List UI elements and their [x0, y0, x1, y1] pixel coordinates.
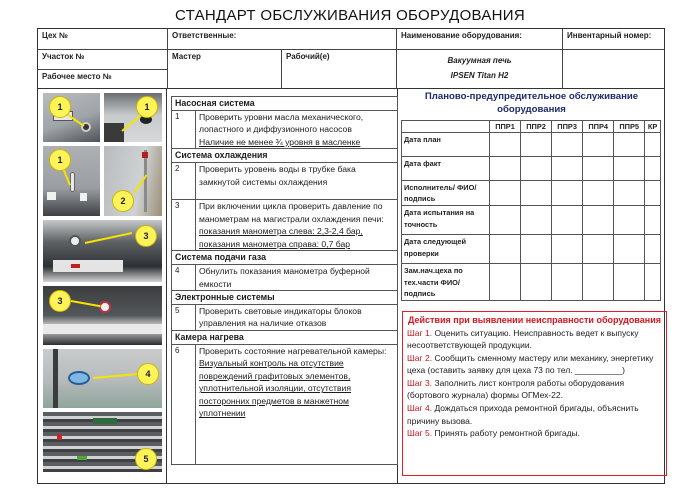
equipment-name-cell	[397, 50, 563, 89]
item-text: Проверить световые индикаторы блоков управления на наличие отказов	[199, 305, 362, 329]
callout-badge-1: 1	[49, 96, 71, 118]
indicator-block	[93, 418, 117, 424]
ppr-cell[interactable]	[645, 235, 661, 264]
inventory-value-cell[interactable]	[563, 50, 664, 89]
ppr-cell[interactable]	[645, 133, 661, 157]
step-text: Заполнить лист контроля работы оборудования (бортового журнала) формы ОГМех-22.	[407, 377, 625, 401]
manometer-gauge	[99, 301, 111, 313]
ppr-row: Исполнитель/ ФИО/ подпись	[402, 181, 661, 206]
checklist-item: 4 Обнулить показания манометра буферной емкости	[172, 264, 398, 290]
ppr-col-header: ППР1	[490, 121, 521, 133]
responsible-label: Ответственные:	[172, 31, 237, 40]
inventory-label: Инвентарный номер:	[567, 31, 652, 40]
equipment-name-line1: Вакуумная печь	[447, 56, 512, 65]
ppr-cell[interactable]	[583, 264, 614, 301]
ppr-row: Дата план	[402, 133, 661, 157]
callout-badge-3: 3	[49, 290, 71, 312]
photo-pump-sight-glass	[43, 93, 100, 142]
ppr-cell[interactable]	[583, 181, 614, 206]
ppr-cell[interactable]	[614, 206, 645, 235]
ppr-header-row	[402, 121, 661, 133]
item-text: Проверить уровни масла механического, лопастного и диффузионного насосов	[199, 111, 364, 135]
ppr-cell[interactable]	[645, 264, 661, 301]
equipment-name-label: Наименование оборудования:	[401, 31, 522, 40]
checklist-item: 1 Проверить уровни масла механического, лопастного и диффузионного насосов Наличие не менее ¾ уровня в масленке	[172, 110, 398, 149]
callout-badge-1: 1	[49, 149, 71, 171]
ppr-cell[interactable]	[583, 206, 614, 235]
ppr-row: Зам.нач.цеха по тех.части ФИО/ подпись	[402, 264, 661, 301]
ppr-cell[interactable]	[583, 133, 614, 157]
ppr-title: Планово-предупредительное обслуживание оборудования	[424, 91, 639, 115]
ppr-cell[interactable]	[521, 206, 552, 235]
equipment-name-line2: IPSEN Titan H2	[450, 71, 509, 80]
ppr-cell[interactable]	[490, 235, 521, 264]
arrow-icon	[71, 300, 101, 307]
photo-pump-oil-level	[104, 93, 162, 142]
step-text: Сообщить сменному мастеру или механику, энергетику цеха (оставить заявку для цеха 73 по тел. __________)	[407, 352, 654, 376]
ppr-col-header: ППР5	[614, 121, 645, 133]
photo-control-cabinet	[43, 412, 162, 472]
sticker	[80, 193, 87, 201]
section-header-gas: Система подачи газа	[172, 251, 398, 265]
pipe	[53, 349, 58, 408]
worker-cell	[282, 50, 397, 89]
arrow-icon	[121, 114, 142, 132]
callout-badge-1: 1	[136, 96, 158, 118]
fault-actions-box	[402, 311, 667, 476]
step-label: Шаг 5.	[407, 428, 433, 439]
manometer-gauge	[69, 235, 81, 247]
item-criterion-left: показания манометра слева: 2,3-2,4 бар,	[199, 226, 363, 237]
pipe	[144, 150, 147, 212]
callout-badge-4: 4	[137, 363, 159, 385]
ppr-cell[interactable]	[614, 235, 645, 264]
sight-tube	[70, 172, 75, 192]
callout-badge-2: 2	[112, 190, 134, 212]
fault-actions-title: Действия при выявлении неисправности оборудования	[407, 315, 662, 325]
action-step	[407, 327, 662, 352]
ppr-cell[interactable]	[490, 181, 521, 206]
item-text: Обнулить показания манометра буферной емкости	[199, 265, 370, 289]
checklist-item: 5 Проверить световые индикаторы блоков управления на наличие отказов	[172, 304, 398, 330]
ppr-cell[interactable]	[490, 133, 521, 157]
ppr-cell[interactable]	[645, 181, 661, 206]
action-step	[407, 402, 662, 427]
item-text: Проверить уровень воды в трубке бака замкнутой системы охлаждения	[199, 163, 356, 187]
ppr-cell[interactable]	[552, 235, 583, 264]
photo-diffusion-pump	[43, 146, 100, 216]
indicator-red	[57, 434, 62, 440]
ppr-cell[interactable]	[490, 264, 521, 301]
ppr-cell[interactable]	[583, 157, 614, 181]
arrow-icon	[93, 373, 137, 379]
pipe	[43, 324, 162, 334]
header-grid	[37, 28, 665, 89]
ppr-col-header: ППР3	[552, 121, 583, 133]
ppr-cell[interactable]	[521, 235, 552, 264]
responsible-cell	[168, 29, 397, 50]
ppr-cell[interactable]	[552, 181, 583, 206]
ppr-row: Дата факт	[402, 157, 661, 181]
shadow	[104, 123, 124, 142]
item-text: При включении цикла проверить давление по манометрам на магистрали охлаждения печи:	[199, 200, 384, 224]
checklist-item: 3 При включении цикла проверить давление по манометрам на магистрали охлаждения печи: показания манометра слева: 2,3-2,4 бар, показания манометра справа: 0,7 бар	[172, 199, 398, 250]
ppr-cell[interactable]	[521, 264, 552, 301]
ppr-cell[interactable]	[614, 157, 645, 181]
callout-badge-5: 5	[135, 448, 157, 470]
workshop-cell	[38, 29, 168, 50]
ppr-cell[interactable]	[614, 133, 645, 157]
section-cell	[38, 50, 168, 70]
pipe	[53, 260, 123, 272]
photo-right-manometer	[43, 286, 162, 345]
ppr-cell[interactable]	[645, 157, 661, 181]
ppr-cell[interactable]	[552, 264, 583, 301]
ppr-cell[interactable]	[552, 206, 583, 235]
ppr-row: Дата испытания на точность	[402, 206, 661, 235]
ppr-col-header: ППР2	[521, 121, 552, 133]
step-label: Шаг 2.	[407, 352, 433, 363]
step-label: Шаг 3.	[407, 377, 433, 388]
section-header-electronics: Электронные системы	[172, 291, 398, 305]
action-step	[407, 427, 662, 440]
ppr-col-header: КР	[645, 121, 661, 133]
section-header-heating-chamber: Камера нагрева	[172, 330, 398, 344]
photo-buffer-manometer	[43, 349, 162, 408]
item-criterion: Наличие не менее ¾ уровня в масленке	[199, 136, 361, 147]
step-text: Принять работу ремонтной бригады.	[432, 428, 581, 439]
worker-label: Рабочий(е)	[286, 52, 330, 61]
workplace-cell	[38, 70, 168, 89]
ppr-schedule-table	[401, 120, 661, 301]
ppr-col-header	[402, 121, 490, 133]
photo-cooling-tank	[104, 146, 162, 216]
section-header-pump: Насосная система	[172, 97, 398, 111]
step-label: Шаг 1.	[407, 327, 433, 338]
master-cell	[168, 50, 282, 89]
item-text: Проверить состояние нагревательной камеры:	[199, 345, 387, 356]
workshop-label: Цех №	[42, 31, 68, 40]
workplace-label: Рабочее место №	[42, 72, 112, 81]
ppr-cell[interactable]	[645, 206, 661, 235]
ppr-cell[interactable]	[521, 181, 552, 206]
ppr-cell[interactable]	[521, 157, 552, 181]
ppr-col-header: ППР4	[583, 121, 614, 133]
sticker	[47, 192, 56, 200]
ppr-cell[interactable]	[583, 235, 614, 264]
ppr-cell[interactable]	[614, 264, 645, 301]
manometer-gauge	[68, 371, 90, 385]
action-step	[407, 352, 662, 377]
ppr-row: Дата следующей проверки	[402, 235, 661, 264]
ppr-cell[interactable]	[490, 206, 521, 235]
maintenance-checklist	[171, 96, 398, 465]
section-label: Участок №	[42, 52, 85, 61]
item-criterion-right: показания манометра справа: 0,7 бар	[199, 238, 351, 249]
photo-left-manometer	[43, 220, 162, 282]
step-text: Дождаться прихода ремонтной бригады, объяснить причину вызова.	[407, 403, 639, 426]
ppr-cell[interactable]	[614, 181, 645, 206]
page-title: СТАНДАРТ ОБСЛУЖИВАНИЯ ОБОРУДОВАНИЯ	[175, 7, 525, 24]
checklist-item: 2 Проверить уровень воды в трубке бака замкнутой системы охлаждения	[172, 162, 398, 199]
valve	[142, 152, 148, 158]
arrow-icon	[85, 232, 132, 244]
checklist-item: 6 Проверить состояние нагревательной камеры: Визуальный контроль на отсутствие повреждений графитовых элементов, уплотнительной изоляции, отсутствия посторонних предметов в манжетном уплотнении	[172, 344, 398, 464]
red-mark	[71, 264, 80, 268]
inventory-label-cell	[563, 29, 664, 50]
step-text: Оценить ситуацию. Неисправность ведет к выпуску несоответствующей продукции.	[407, 327, 639, 351]
ppr-cell[interactable]	[552, 157, 583, 181]
item-criterion: Визуальный контроль на отсутствие повреждений графитовых элементов, уплотнительной изоляции, отсутствия посторонних предметов в манжетном уплотнении	[199, 358, 351, 419]
ppr-cell[interactable]	[552, 133, 583, 157]
ppr-cell[interactable]	[521, 133, 552, 157]
action-step	[407, 377, 662, 402]
section-header-cooling: Система охлаждения	[172, 149, 398, 163]
callout-badge-3: 3	[135, 225, 157, 247]
indicator-green	[77, 456, 87, 460]
step-label: Шаг 4.	[407, 403, 433, 414]
master-label: Мастер	[172, 52, 201, 61]
equipment-name-label-cell	[397, 29, 563, 50]
ppr-cell[interactable]	[490, 157, 521, 181]
